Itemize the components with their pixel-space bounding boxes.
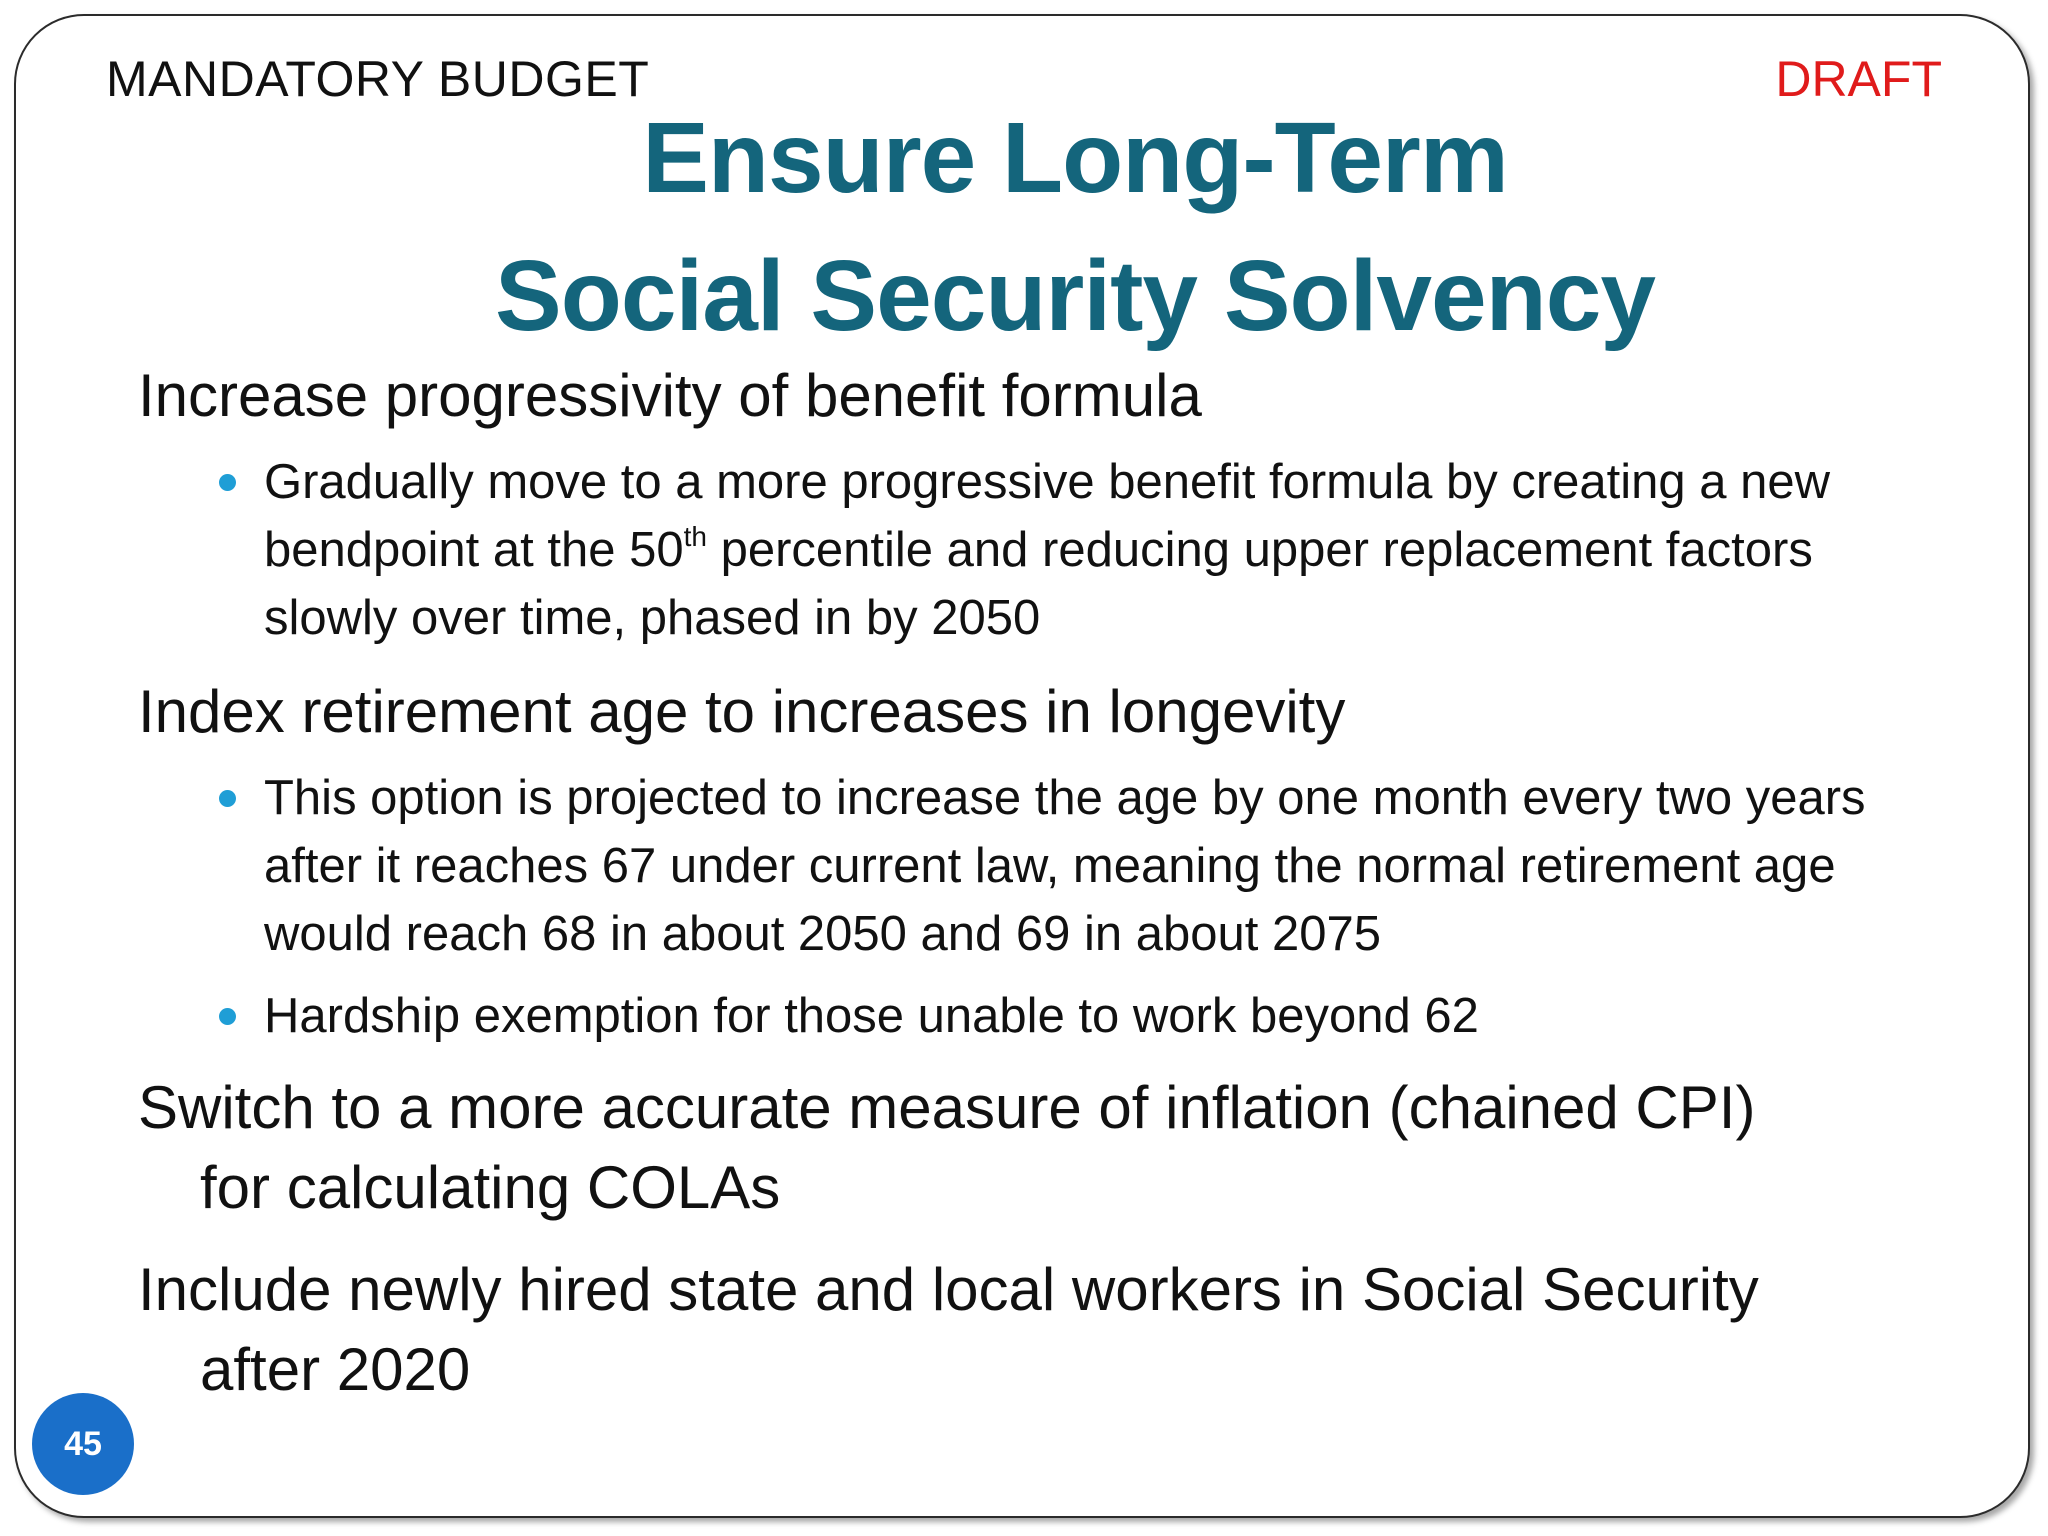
bullet-dot-icon <box>219 1008 236 1025</box>
bullet-age-projection <box>264 764 1924 968</box>
heading-chained-cpi <box>138 1068 1938 1228</box>
slide-title-line-2: Social Security Solvency <box>495 240 1655 352</box>
bullet-benefit-formula <box>264 448 1904 652</box>
bullet-benefit-formula-text-b: percentile and reducing upper replacement factors slowly over time, phased in by 2050 <box>264 523 1813 645</box>
bullet-benefit-formula-sup: th <box>683 521 707 552</box>
slide-title-line-1: Ensure Long-Term <box>642 102 1508 214</box>
bullet-dot-icon <box>219 790 236 807</box>
heading-progressivity-text: Increase progressivity of benefit formula <box>138 362 1202 429</box>
heading-state-local-workers-line-2: after 2020 <box>200 1336 471 1403</box>
heading-state-local-workers <box>138 1250 1938 1410</box>
heading-retirement-age-text: Index retirement age to increases in longevity <box>138 678 1346 745</box>
bullet-hardship-exemption <box>264 982 1924 1050</box>
bullet-benefit-formula-text-a: Gradually move to a more progressive benefit formula by creating a new bendpoint at the 50 <box>264 455 1831 577</box>
bullet-dot-icon <box>219 474 236 491</box>
draft-label: DRAFT <box>1775 51 1942 107</box>
header-mandatory-budget: MANDATORY BUDGET <box>106 51 650 107</box>
heading-state-local-workers-line-1: Include newly hired state and local workers in Social Security <box>138 1256 1759 1323</box>
heading-retirement-age <box>138 672 1345 752</box>
page-number-badge: 45 <box>32 1393 134 1495</box>
heading-chained-cpi-line-2: for calculating COLAs <box>200 1154 781 1221</box>
heading-progressivity <box>138 356 1202 436</box>
bullet-age-projection-text: This option is projected to increase the age by one month every two years after it reaches 67 under current law, meaning the normal retirement age would reach 68 in about 2050 and 69 in about 2075 <box>264 771 1866 961</box>
bullet-hardship-exemption-text: Hardship exemption for those unable to work beyond 62 <box>264 989 1479 1043</box>
heading-chained-cpi-line-1: Switch to a more accurate measure of inflation (chained CPI) <box>138 1074 1756 1141</box>
